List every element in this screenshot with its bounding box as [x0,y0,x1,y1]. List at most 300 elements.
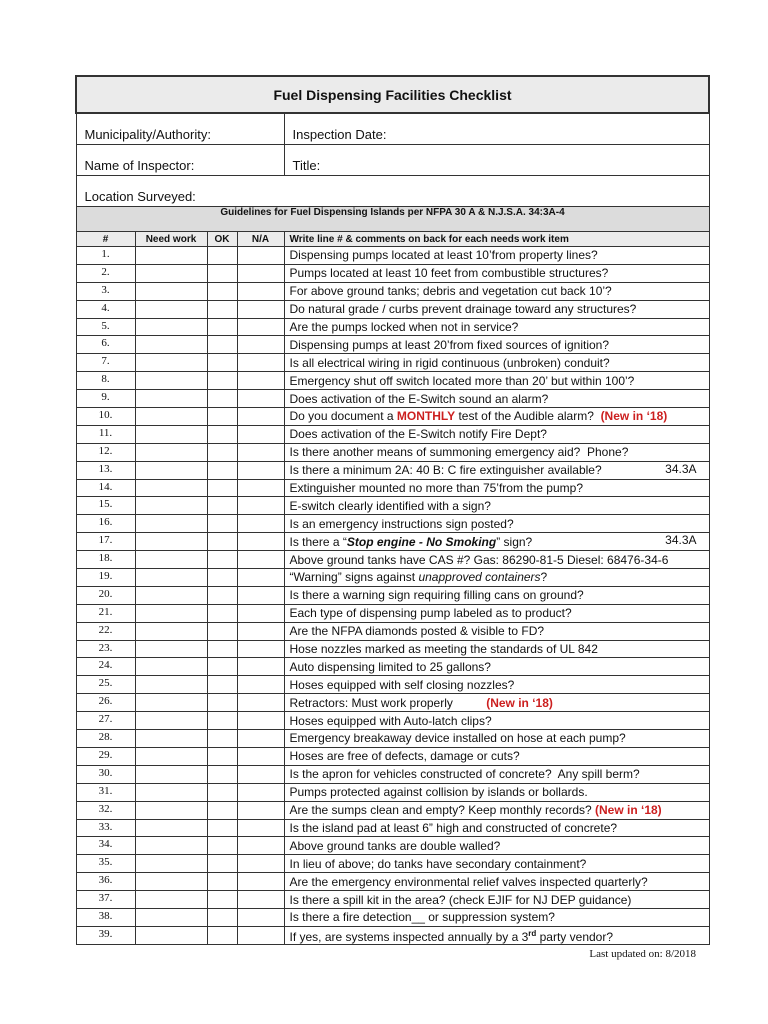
na-cell[interactable] [237,408,284,426]
row-number: 29. [76,747,135,765]
need-work-cell[interactable] [135,461,207,479]
na-cell[interactable] [237,801,284,819]
ok-cell[interactable] [207,712,237,730]
question-text: Is there a warning sign requiring filling cans on ground? [289,588,584,603]
question-text: Dispensing pumps at least 20’from fixed sources of ignition? [289,337,609,352]
question-text: Dispensing pumps located at least 10’from property lines? [289,248,598,263]
checklist-row [76,658,709,676]
checklist-question [284,372,709,390]
na-cell[interactable] [237,336,284,354]
question-text: Emergency shut off switch located more than 20’ but within 100’? [289,373,635,388]
question-text: Are the pumps locked when not in service? [289,320,519,334]
guidelines-banner: Guidelines for Fuel Dispensing Islands per NFPA 30 A & N.J.S.A. 34:3A-4 [76,207,709,232]
need-work-cell[interactable] [135,390,207,408]
checklist-row [76,569,709,587]
question-text: Is an emergency instructions sign posted? [289,516,514,531]
question-text: E-switch clearly identified with a sign? [289,498,491,513]
ok-cell[interactable] [207,390,237,408]
question-text: Hose nozzles marked as meeting the standards of UL 842 [289,642,598,657]
location-surveyed-field[interactable]: Location Surveyed: [76,176,709,207]
checklist-row [76,694,709,712]
row-number: 9. [76,390,135,408]
need-work-cell[interactable] [135,318,207,336]
ok-cell[interactable] [207,479,237,497]
need-work-cell[interactable] [135,372,207,390]
na-cell[interactable] [237,837,284,855]
row-number: 30. [76,765,135,783]
checklist-question [284,586,709,604]
na-cell[interactable] [237,819,284,837]
need-work-cell[interactable] [135,747,207,765]
na-cell[interactable] [237,926,284,944]
question-text: Pumps protected against collision by islands or bollards. [289,785,588,800]
ok-cell[interactable] [207,282,237,300]
question-text: ? [540,570,548,585]
row-number: 26. [76,694,135,712]
ok-cell[interactable] [207,640,237,658]
row-number: 22. [76,622,135,640]
row-number: 13. [76,461,135,479]
question-text: ” sign? [496,534,533,549]
question-text: Stop engine - No Smoking [346,534,497,549]
need-work-cell[interactable] [135,247,207,265]
question-text: Extinguisher mounted no more than 75’from the pump? [289,481,584,496]
row-number: 21. [76,604,135,622]
need-work-cell[interactable] [135,801,207,819]
na-cell[interactable] [237,891,284,909]
need-work-cell[interactable] [135,604,207,622]
row-number: 7. [76,354,135,372]
ok-cell[interactable] [207,819,237,837]
checklist-row [76,891,709,909]
inspector-name-field[interactable]: Name of Inspector: [76,145,284,176]
need-work-cell[interactable] [135,712,207,730]
highlight-text: MONTHLY [396,409,456,424]
row-number: 4. [76,300,135,318]
ok-cell[interactable] [207,318,237,336]
checklist-row [76,300,709,318]
highlight-text: (New in ‘18) [595,803,662,818]
question-text: rd [528,928,537,938]
row-number: 3. [76,282,135,300]
row-number: 17. [76,533,135,551]
ok-cell[interactable] [207,658,237,676]
question-text: Is there another means of summoning emergency aid? Phone? [289,445,629,460]
ok-cell[interactable] [207,354,237,372]
checklist-question [284,336,709,354]
checklist-question [284,819,709,837]
row-number: 12. [76,443,135,461]
checklist-question [284,569,709,587]
na-cell[interactable] [237,783,284,801]
row-number: 5. [76,318,135,336]
row-number: 14. [76,479,135,497]
ok-cell[interactable] [207,497,237,515]
na-cell[interactable] [237,730,284,748]
last-updated-note: Last updated on: 8/2018 [589,948,696,960]
checklist-row [76,908,709,926]
na-cell[interactable] [237,908,284,926]
need-work-cell[interactable] [135,586,207,604]
checklist-row [76,336,709,354]
checklist-question [284,891,709,909]
checklist-row [76,873,709,891]
checklist-row [76,461,709,479]
need-work-cell[interactable] [135,855,207,873]
checklist-row [76,354,709,372]
na-cell[interactable] [237,604,284,622]
checklist-title: Fuel Dispensing Facilities Checklist [76,76,709,113]
need-work-cell[interactable] [135,497,207,515]
need-work-cell[interactable] [135,658,207,676]
checklist-question [284,461,709,479]
need-work-cell[interactable] [135,443,207,461]
question-text: Above ground tanks are double walled? [289,838,501,853]
checklist-question [284,730,709,748]
question-text: Each type of dispensing pump labeled as to product? [289,606,572,621]
checklist-question [284,622,709,640]
need-work-cell[interactable] [135,908,207,926]
row-number: 2. [76,264,135,282]
checklist-question [284,390,709,408]
checklist-row [76,264,709,282]
checklist-row [76,730,709,748]
na-cell[interactable] [237,533,284,551]
checklist-table [75,75,710,945]
question-text: Pumps located at least 10 feet from combustible structures? [289,266,609,281]
highlight-text: (New in ‘18) [486,695,553,710]
checklist-row [76,747,709,765]
checklist-question [284,873,709,891]
need-work-cell[interactable] [135,891,207,909]
row-number: 19. [76,569,135,587]
checklist-question [284,926,709,944]
need-work-cell[interactable] [135,479,207,497]
column-header-ok: OK [207,232,237,247]
column-header-need-work: Need work [135,232,207,247]
checklist-row [76,515,709,533]
need-work-cell[interactable] [135,264,207,282]
row-number: 8. [76,372,135,390]
na-cell[interactable] [237,390,284,408]
question-text: test of the Audible alarm? [455,409,601,424]
na-cell[interactable] [237,282,284,300]
ok-cell[interactable] [207,873,237,891]
row-number: 24. [76,658,135,676]
na-cell[interactable] [237,873,284,891]
question-text: Is the apron for vehicles constructed of concrete? Any spill berm? [289,767,640,782]
row-number: 35. [76,855,135,873]
na-cell[interactable] [237,551,284,569]
ok-cell[interactable] [207,730,237,748]
need-work-cell[interactable] [135,354,207,372]
ok-cell[interactable] [207,676,237,694]
checklist-row [76,855,709,873]
checklist-question [284,801,709,819]
checklist-question [284,264,709,282]
need-work-cell[interactable] [135,300,207,318]
checklist-row [76,533,709,551]
checklist-question [284,443,709,461]
row-number: 39. [76,926,135,944]
question-text: Hoses equipped with Auto-latch clips? [289,713,492,728]
ok-cell[interactable] [207,586,237,604]
need-work-cell[interactable] [135,819,207,837]
na-cell[interactable] [237,247,284,265]
question-text: For above ground tanks; debris and vegetation cut back 10’? [289,284,612,299]
row-number: 28. [76,730,135,748]
checklist-question [284,640,709,658]
code-reference: 34.3A [665,533,697,548]
ok-cell[interactable] [207,551,237,569]
checklist-question [284,497,709,515]
row-number: 38. [76,908,135,926]
ok-cell[interactable] [207,855,237,873]
question-text: Auto dispensing limited to 25 gallons? [289,659,491,674]
checklist-question [284,247,709,265]
checklist-row [76,247,709,265]
question-text: Is there a “ [289,534,347,549]
checklist-question [284,479,709,497]
na-cell[interactable] [237,425,284,443]
checklist-row [76,497,709,515]
row-number: 27. [76,712,135,730]
inspection-date-field[interactable]: Inspection Date: [284,113,709,145]
na-cell[interactable] [237,622,284,640]
column-header-na: N/A [237,232,284,247]
question-text: Hoses are free of defects, damage or cuts? [289,749,520,764]
question-text: Does activation of the E-Switch notify Fire Dept? [289,427,547,442]
na-cell[interactable] [237,694,284,712]
na-cell[interactable] [237,586,284,604]
need-work-cell[interactable] [135,569,207,587]
checklist-question [284,604,709,622]
checklist-question [284,425,709,443]
need-work-cell[interactable] [135,730,207,748]
question-text: Are the emergency environmental relief valves inspected quarterly? [289,874,648,889]
question-text: Emergency breakaway device installed on hose at each pump? [289,731,626,746]
checklist-question [284,837,709,855]
checklist-question [284,551,709,569]
ok-cell[interactable] [207,765,237,783]
need-work-cell[interactable] [135,694,207,712]
checklist-question [284,318,709,336]
question-text: Is there a fire detection__ or suppression system? [289,910,555,925]
row-number: 10. [76,408,135,426]
na-cell[interactable] [237,855,284,873]
na-cell[interactable] [237,461,284,479]
row-number: 15. [76,497,135,515]
ok-cell[interactable] [207,604,237,622]
question-text: Is there a spill kit in the area? (check EJIF for NJ DEP guidance) [289,892,632,907]
ok-cell[interactable] [207,801,237,819]
checklist-question [284,747,709,765]
need-work-cell[interactable] [135,408,207,426]
na-cell[interactable] [237,264,284,282]
ok-cell[interactable] [207,247,237,265]
question-text: “Warning” signs against [289,570,419,585]
need-work-cell[interactable] [135,873,207,891]
need-work-cell[interactable] [135,336,207,354]
ok-cell[interactable] [207,694,237,712]
na-cell[interactable] [237,676,284,694]
inspector-title-field[interactable]: Title: [284,145,709,176]
need-work-cell[interactable] [135,783,207,801]
need-work-cell[interactable] [135,551,207,569]
ok-cell[interactable] [207,515,237,533]
question-text: Do natural grade / curbs prevent drainage toward any structures? [289,302,637,317]
ok-cell[interactable] [207,837,237,855]
checklist-row [76,801,709,819]
checklist-row [76,318,709,336]
column-header-number: # [76,232,135,247]
checklist-question [284,408,709,426]
na-cell[interactable] [237,497,284,515]
question-text: Are the sumps clean and empty? Keep monthly records? [289,803,595,818]
question-text: Is the island pad at least 6” high and constructed of concrete? [289,820,618,835]
checklist-row [76,712,709,730]
ok-cell[interactable] [207,372,237,390]
na-cell[interactable] [237,300,284,318]
checklist-row [76,676,709,694]
na-cell[interactable] [237,569,284,587]
checklist-row [76,551,709,569]
na-cell[interactable] [237,515,284,533]
na-cell[interactable] [237,712,284,730]
question-text: Retractors: Must work properly [289,695,487,710]
ok-cell[interactable] [207,264,237,282]
need-work-cell[interactable] [135,640,207,658]
checklist-row [76,926,709,944]
question-text: Does activation of the E-Switch sound an alarm? [289,391,549,406]
checklist-row [76,586,709,604]
column-header-instructions: Write line # & comments on back for each needs work item [284,232,709,247]
checklist-question [284,712,709,730]
checklist-row [76,282,709,300]
checklist-row [76,640,709,658]
na-cell[interactable] [237,354,284,372]
code-reference: 34.3A [665,461,697,476]
na-cell[interactable] [237,443,284,461]
checklist-question [284,282,709,300]
need-work-cell[interactable] [135,622,207,640]
row-number: 31. [76,783,135,801]
ok-cell[interactable] [207,443,237,461]
na-cell[interactable] [237,479,284,497]
question-text: Is all electrical wiring in rigid continuous (unbroken) conduit? [289,355,610,370]
row-number: 37. [76,891,135,909]
question-text: Above ground tanks have CAS #? Gas: 86290-81-5 Diesel: 68476-34-6 [289,552,669,567]
checklist-question [284,765,709,783]
ok-cell[interactable] [207,908,237,926]
checklist-question [284,300,709,318]
need-work-cell[interactable] [135,765,207,783]
question-text: party vendor? [536,929,614,944]
need-work-cell[interactable] [135,425,207,443]
na-cell[interactable] [237,747,284,765]
checklist-question [284,908,709,926]
checklist-row [76,765,709,783]
need-work-cell[interactable] [135,676,207,694]
ok-cell[interactable] [207,461,237,479]
need-work-cell[interactable] [135,837,207,855]
checklist-row [76,837,709,855]
question-text: In lieu of above; do tanks have secondary containment? [289,856,587,871]
checklist-row [76,604,709,622]
na-cell[interactable] [237,765,284,783]
row-number: 25. [76,676,135,694]
row-number: 1. [76,247,135,265]
ok-cell[interactable] [207,891,237,909]
question-text: Do you document a [289,409,397,424]
need-work-cell[interactable] [135,926,207,944]
row-number: 20. [76,586,135,604]
row-number: 11. [76,425,135,443]
municipality-field[interactable]: Municipality/Authority: [76,113,284,145]
checklist-question [284,783,709,801]
checklist-question [284,855,709,873]
checklist-question [284,694,709,712]
ok-cell[interactable] [207,783,237,801]
checklist-items [76,247,709,945]
question-text: Hoses equipped with self closing nozzles? [289,677,515,692]
ok-cell[interactable] [207,569,237,587]
ok-cell[interactable] [207,336,237,354]
checklist-row [76,390,709,408]
ok-cell[interactable] [207,926,237,944]
checklist-question [284,354,709,372]
na-cell[interactable] [237,640,284,658]
row-number: 36. [76,873,135,891]
need-work-cell[interactable] [135,282,207,300]
checklist-row [76,408,709,426]
checklist-question [284,515,709,533]
question-text: If yes, are systems inspected annually by a 3 [289,929,529,944]
question-text: Is there a minimum 2A: 40 B: C fire extinguisher available? [289,463,602,478]
row-number: 6. [76,336,135,354]
highlight-text: (New in ‘18) [600,409,668,424]
question-text: unapproved containers [418,570,541,585]
row-number: 33. [76,819,135,837]
checklist-row [76,425,709,443]
na-cell[interactable] [237,372,284,390]
row-number: 16. [76,515,135,533]
checklist-row [76,819,709,837]
ok-cell[interactable] [207,300,237,318]
checklist-question [284,533,709,551]
row-number: 18. [76,551,135,569]
need-work-cell[interactable] [135,533,207,551]
question-text: Are the NFPA diamonds posted & visible to FD? [289,624,545,639]
need-work-cell[interactable] [135,515,207,533]
checklist-question [284,658,709,676]
ok-cell[interactable] [207,747,237,765]
ok-cell[interactable] [207,425,237,443]
row-number: 34. [76,837,135,855]
checklist-row [76,479,709,497]
na-cell[interactable] [237,658,284,676]
checklist-row [76,622,709,640]
ok-cell[interactable] [207,622,237,640]
ok-cell[interactable] [207,408,237,426]
row-number: 32. [76,801,135,819]
ok-cell[interactable] [207,533,237,551]
na-cell[interactable] [237,318,284,336]
checklist-sheet [75,75,708,945]
checklist-row [76,372,709,390]
checklist-row [76,443,709,461]
checklist-question [284,676,709,694]
